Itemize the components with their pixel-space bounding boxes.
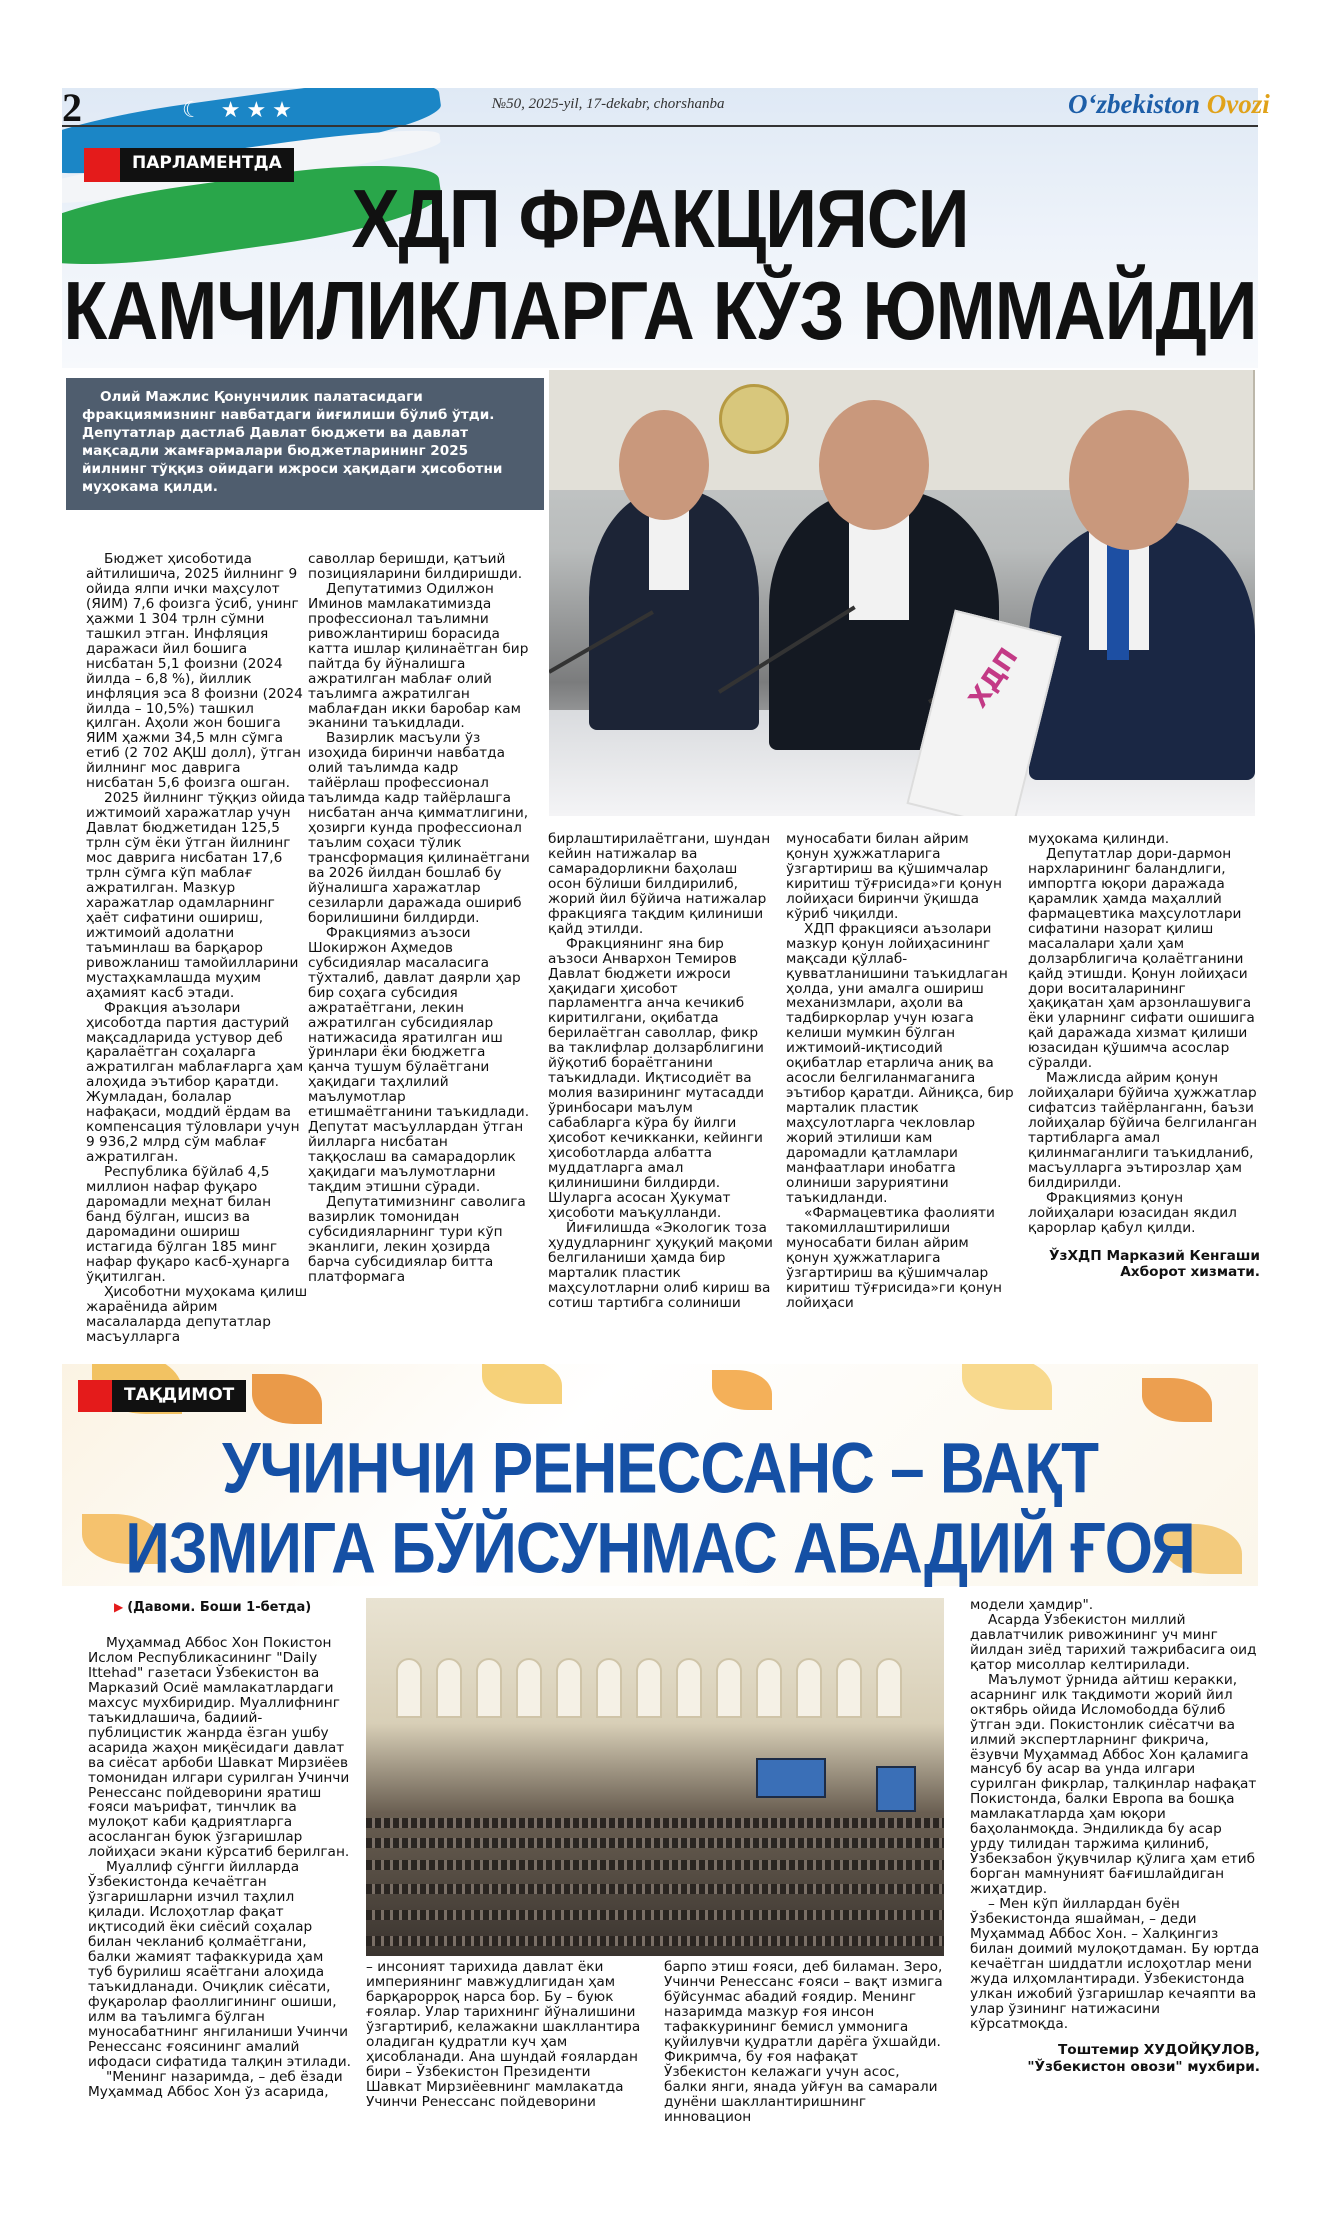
article1-column-1 [86, 552, 308, 1345]
hall-arch [556, 1658, 582, 1718]
stage-screen [756, 1758, 826, 1798]
leaf-decoration [482, 1364, 562, 1404]
headline-line-2: КАМЧИЛИКЛАРГА КЎЗ ЮММАЙДИ [63, 265, 1257, 358]
article1-paragraph: ХДП фракцияси аъзолари мазкур қонун лойиҳасининг мақсади қўллаб-қувватланишини таъкидлаган ҳолда, уни амалга ошириш механизмлари, аҳоли ва тадбиркорлар учун юзага келиши мумкин бўлган ижтимоий-иқтисодий оқибатлар етарлича аниқ ва асосли белгиланмаганига эътибор қаратди. Айниқса, бир марталик пластик маҳсулотларга чекловлар жорий этилиши кам даромадли қатламлари манфаатлари инобатга олиниши заруриятини таъкидланди. [786, 920, 1014, 1206]
headline-line-2: ИЗМИГА БЎЙСУНМАС АБАДИЙ ҒОЯ [125, 1509, 1195, 1589]
audience-row [366, 1818, 944, 1828]
article1-column-3 [548, 832, 773, 1311]
article1-paragraph: саволлар беришди, қатъий позицияларини билдиришди. [308, 551, 523, 582]
article1-paragraph: муҳокама қилинди. [1028, 831, 1170, 847]
hall-arch [516, 1658, 542, 1718]
article1-paragraph: Фракциямиз қонун лойиҳалари юзасидан якдил қарорлар қабул қилди. [1028, 1189, 1237, 1236]
signature-line-2: Ахборот хизмати. [1120, 1263, 1260, 1280]
article2-paragraph: Асарда Ўзбекистон миллий давлатчилик ривожининг уч минг йилдан зиёд тарихий тажрибасига оид қатор мисоллар келтирилади. [970, 1611, 1257, 1673]
masthead-word-1: O‘zbekiston [1068, 89, 1201, 119]
hall-arch [756, 1658, 782, 1718]
article1-paragraph: муносабати билан айрим қонун ҳужжатларига ўзгартириш ва қўшимчалар киритиш тўғрисида»ги қонун лойиҳаси биринчи ўқишда кўриб чиқилди. [786, 831, 1002, 922]
byline-role: "Ўзбекистон овози" мухбири. [1027, 2058, 1260, 2075]
photo-head [819, 400, 929, 530]
section-tag-label: ПАРЛАМЕНТДА [132, 153, 282, 173]
audience-row [366, 1860, 944, 1870]
page-number: 2 [62, 85, 82, 130]
article2-paragraph: "Менинг назаримда, – деб ёзади Муҳаммад Аббос Хон ўз асарида, [88, 2068, 343, 2100]
hall-arch [796, 1658, 822, 1718]
signature-line-1: ЎзХДП Марказий Кенгаши [1049, 1247, 1260, 1264]
photo-head [1069, 410, 1189, 550]
photo-congress-hall [366, 1598, 944, 1956]
article2-paragraph: Маълумот ўрнида айтиш керакки, асарнинг илк тақдимоти жорий йил октябрь ойида Исломободда бўлиб ўтган эди. Покистонлик сиёсатчи ва илмий экспертларнинг фикрича, ёзувчи Муҳаммад Аббос Хон қаламига мансуб бу асар ва унда илгари сурилган фикрлар, талқинлар нафақат Покистонда, балки Европа ва бошқа мамлакатларда ҳам юқори баҳоланмоқда. Эндиликда бу асар урду тилидан таржима қилиниб, Ўзбекзабон ўқувчилар қўлига ҳам етиб борган мамнуният бағишлайдиган жиҳатдир. [970, 1671, 1257, 1898]
article1-paragraph: Йиғилишда «Экологик тоза ҳудудларнинг ҳуқуқий мақоми белгиланиши ҳамда бир марталик пластик маҳсулотларни олиб кириш ва сотиш тартибга солиниши [548, 1219, 773, 1311]
headline-line-1: ХДП ФРАКЦИЯСИ [351, 173, 969, 266]
hall-arch [436, 1658, 462, 1718]
stage-screen [876, 1766, 916, 1812]
article1-paragraph: Фракциянинг яна бир аъзоси Анварxон Темиров Давлат бюджети ижроси ҳақидаги ҳисобот парламентга анча кечикиб киритилгани, оқибатда берилаётган саволлар, фикр ва таклифлар долзарблигини йўқотиб бораётганини таъкидлади. Иқтисодиёт ва молия вазирининг мутасадди ўринбосари маълум сабабларга кўра бу йилги ҳисобот кечикканки, кейинги ҳисоботларда албатта муддатларга амал қилинишини билдирди. Шуларга асосан Ҳукумат ҳисоботи маъқулланди. [548, 935, 764, 1221]
article1-column-2 [308, 552, 530, 1285]
section-tag-presentation [78, 1380, 246, 1412]
section-tag-marker [78, 1380, 112, 1412]
article1-paragraph: «Фармацевтика фаолияти такомиллаштирилиши муносабати билан айрим қонун ҳужжатларига ўзгартириш ва қўшимчалар киритиш тўғрисида»ги қонун лойиҳаси [786, 1204, 1002, 1311]
article1-paragraph: Депутатимизнинг саволига вазирлик томонидан субсидияларнинг тури кўп эканлиги, лекин ҳозирда барча субсидиялар битта платформага [308, 1193, 526, 1285]
hall-arch [836, 1658, 862, 1718]
headline-line-1: УЧИНЧИ РЕНЕССАНС – ВАҚТ [221, 1429, 1099, 1509]
section-tag-label: ТАҚДИМОТ [124, 1385, 235, 1405]
article1-column-5 [1028, 832, 1260, 1280]
photo-head [619, 410, 709, 520]
article1-paragraph: Фракция аъзолари ҳисоботда партия дастурий мақсадларида устувор деб қаралаётган соҳаларга ажратилган маблағларга ҳам алоҳида эътибор қаратди. Жумладан, болалар нафақаси, моддий ёрдам ва компенсация тўловлари учун 9 936,2 млрд сўм маблағ ажратилган. [86, 999, 304, 1166]
article1-paragraph: Депутатлар дори-дармон нархларининг баландлиги, импортга юқори даражада қарамлик ҳамда маҳаллий фармацевтика маҳсулотлари сифатини назорат қилиш масалалари ҳали ҳам долзарблигича қолаётганини қайд этишди. Қонун лойиҳаси дори воситаларининг ҳақиқатан ҳам арзонлашувига ёки уларнинг сифати ошишига қай даражада хизмат қилиши юзасидан қўшимча асослар сўралди. [1028, 845, 1255, 1072]
audience-row [366, 1936, 944, 1946]
leaf-decoration [1142, 1378, 1212, 1422]
article1-paragraph: 2025 йилнинг тўққиз ойида ижтимоий харажатлар учун Давлат бюджетидан 125,5 трлн сўм ёки ўтган йилнинг мос даврига нисбатан 17,6 трлн сўмга кўп маблағ ажратилган. Мазкур харажатлар одамларнинг ҳаёт сифатини ошириш, ижтимоий адолатни таъминлаш ва барқарор ривожланиш тамойилларини мустаҳкамлашда муҳим аҳамият касб этади. [86, 790, 306, 1001]
article1-column-4 [786, 832, 1014, 1311]
hall-arch [716, 1658, 742, 1718]
hall-arch [596, 1658, 622, 1718]
article2-paragraph: Муҳаммад Аббос Хон Покистон Ислом Республикасининг "Daily Ittehad" газетаси Ўзбекистон ва Марказий Осиё мамлакатлардаги махсус мухбиридир. Муаллифнинг таъкидлашича, бадиий-публицистик жанрда ёзган ушбу асарида жаҳон миқёсидаги давлат ва сиёсат арбоби Шавкат Мирзиёев томонидан илгари сурилган Учинчи Ренессанс пойдеворини яратиш ғояси маърифат, тинчлик ва мулоқот каби қадриятларга асосланган буюк ўзгаришлар лойиҳаси экани кўрсатиб берилган. [88, 1635, 350, 1861]
flag-stars-icon: ☾ ★★★ [182, 98, 298, 123]
article1-paragraph: Депутатимиз Одилжон Иминов мамлакатимизда профессионал таълимни ривожлантириш борасида катта ишлар қилинаётган бир пайтда бу йўналишга ажратилган маблағ олий таълимга ажратилган маблағдан икки баробар кам эканини таъкидлади. [308, 580, 529, 732]
leaf-decoration [252, 1374, 322, 1424]
article2-paragraph: барпо этиш ғояси, деб биламан. Зеро, Учинчи Ренессанс ғояси – вақт измига бўйсунмас абадий ғоядир. Менинг назаримда мазкур ғоя инсон тафаккурининг бемисл уммонига қуйилувчи қудратли дарёга ўхшайди. Фикримча, бу ғоя нафақат Ўзбекистон келажаги учун асос, балки янги, янада уйғун ва самарали дунёни шакллантиришнинг инновацион [664, 1959, 943, 2125]
hall-arch [876, 1658, 902, 1718]
audience-row [366, 1910, 944, 1920]
article2-column-2 [366, 1960, 646, 2110]
photo-deputies-meeting [549, 370, 1255, 816]
continued-label: (Давоми. Боши 1-бетда) [127, 1600, 312, 1615]
article1-paragraph: Мажлисда айрим қонун лойиҳалари бўйича ҳужжатлар сифатсиз тайёрланганн, баъзи лойиҳалар бўйича белгиланган тартибларга амал қилинмаганлиги таъкидланиб, масъулларга эътирозлар ҳам билдирилди. [1028, 1070, 1258, 1191]
hall-arch [476, 1658, 502, 1718]
hall-arch [676, 1658, 702, 1718]
audience-row [366, 1884, 944, 1894]
article2-column-1 [88, 1636, 352, 2100]
article1-paragraph: бирлаштирилаётгани, шундан кейин натижалар ва самарадорликни баҳолаш осон бўлиши билдирилиб, жорий йил бўйича натижалар фракцияга тақдим қилиниши қайд этилди. [548, 831, 771, 937]
hall-arch [636, 1658, 662, 1718]
article2-column-4 [970, 1598, 1260, 2076]
article2-column-3 [664, 1960, 944, 2124]
article1-paragraph: Фракциямиз аъзоси Шокиржон Аҳмедов субсидиялар масаласига тўхталиб, давлат даярли ҳар бир соҳага субсидия ажратаётгани, лекин ажратилган субсидиялар натижасида яратилган иш ўринлари ёки бюджетга қанча тушум бўлаётгани ҳақидаги таҳлилий маълумотлар етишмаётганини таъкидлади. Депутат масъуллардан ўтган йилларга нисбатан таққослаш ва самарадорлик ҳақидаги маълумотларни тақдим этишни сўради. [308, 924, 530, 1196]
continued-note [114, 1600, 311, 1615]
arrow-right-icon: ▶ [114, 1600, 124, 1614]
masthead-word-2: Ovozi [1206, 89, 1270, 119]
leaf-decoration [712, 1370, 772, 1410]
newspaper-masthead [1068, 89, 1270, 120]
header-rule [62, 125, 1258, 127]
party-logo-icon: ХДП [963, 642, 1025, 714]
article2-paragraph: модели ҳамдир". [970, 1597, 1094, 1613]
article1-paragraph: Республика бўйлаб 4,5 миллион нафар фуқаро даромадли меҳнат билан банд бўлган, ишсиз ва даромадини ошириш истагида бўлган 185 минг нафар фуқаро касб-ҳунарга ўқитилган. [86, 1164, 290, 1285]
issue-dateline: №50, 2025-yil, 17-dekabr, chorshanba [492, 96, 725, 112]
byline-author: Тоштемир ХУДОЙҚУЛОВ, [1057, 2041, 1260, 2058]
article2-paragraph: Муаллиф сўнгги йилларда Ўзбекистонда кечаётган ўзгаришларни изчил таҳлил қилади. Ислоҳотлар фақат иқтисодий ёки сиёсий соҳалар билан чекланиб қолмаётгани, балки жамият тафаккурида ҳам туб бурилиш ясаётгани алоҳида таъкидланади. Очиқлик сиёсати, фуқаролар фаоллигининг ошиши, илм ва таълимга бўлган муносабатнинг янгиланиши Учинчи Ренессанс ғоясининг амалий ифодаси сифатида талқин этилади. [88, 1859, 351, 2070]
article1-signature [1028, 1248, 1260, 1280]
article1-paragraph: Ҳисоботни муҳокама қилиш жараёнида айрим масалаларда депутатлар масъулларга [86, 1283, 308, 1345]
article2-byline [970, 2042, 1260, 2076]
article2-paragraph: – Мен кўп йиллардан буён Ўзбекистонда яшайман, – деди Муҳаммад Аббос Хон. – Халқингиз билан доимий мулоқотдаман. Бу юртда кечаётган шиддатли ислоҳотлар мени жуда илҳомлантиради. Ўзбекистонда улкан ижобий ўзгаришлар кечаяпти ва улар ўзининг натижасини кўрсатмоқда. [970, 1896, 1260, 2032]
state-emblem-icon [719, 384, 789, 454]
lead-paragraph: Олий Мажлис Қонунчилик палатасидаги фракциямизнинг навбатдаги йиғилиши бўлиб ўтди. Депутатлар дастлаб Давлат бюджети ва давлат мақсадли жамғармалари бюджетларининг 2025 йилнинг тўққиз ойидаги ижроси ҳақидаги ҳисоботни муҳокама қилди. [66, 378, 544, 510]
article2-paragraph: – инсоният тарихида давлат ёки империянинг мавжудлигидан ҳам барқарорроқ нарса бор. Бу – буюк ғоялар. Улар тарихнинг йўналишини ўзгартириб, келажакни шакллантира оладиган қудратли куч ҳам ҳисобланади. Ана шундай ғоялардан бири – Ўзбекистон Президенти Шавкат Мирзиёевнинг мамлакатда Учинчи Ренессанс пойдеворини [366, 1959, 641, 2110]
hall-arch [396, 1658, 422, 1718]
audience-row [366, 1838, 944, 1848]
leaf-decoration [962, 1364, 1052, 1410]
article1-paragraph: Бюджет ҳисоботида айтилишича, 2025 йилнинг 9 ойида ялпи ички маҳсулот (ЯИМ) 7,6 фоизга ўсиб, унинг ҳажми 1 304 трлн сўмни ташкил этган. Инфляция даражаси йил бошига нисбатан 5,1 фоизни (2024 йилда – 6,8 %), йиллик инфляция эса 8 фоизни (2024 йилда – 10,5%) ташкил қилган. Аҳоли жон бошига ЯИМ ҳажми 34,5 млн сўмга етиб (2 702 АҚШ долл), ўтган йилнинг мос даврига нисбатан 5,6 фоизга ошган. [86, 551, 303, 792]
photo-tie [1107, 540, 1129, 660]
article1-paragraph: Вазирлик масъули ўз изоҳида биринчи навбатда олий таълимда кадр тайёрлаш профессионал таълимда кадр тайёрлашга нисбатан анча қимматлигини, ҳозирги кунда профессионал таълим соҳаси тўлик трансформация қилинаётгани ва 2026 йилдан бошлаб бу йўналишга харажатлар сезиларли даражада ошириб борилишини билдирди. [308, 730, 530, 926]
